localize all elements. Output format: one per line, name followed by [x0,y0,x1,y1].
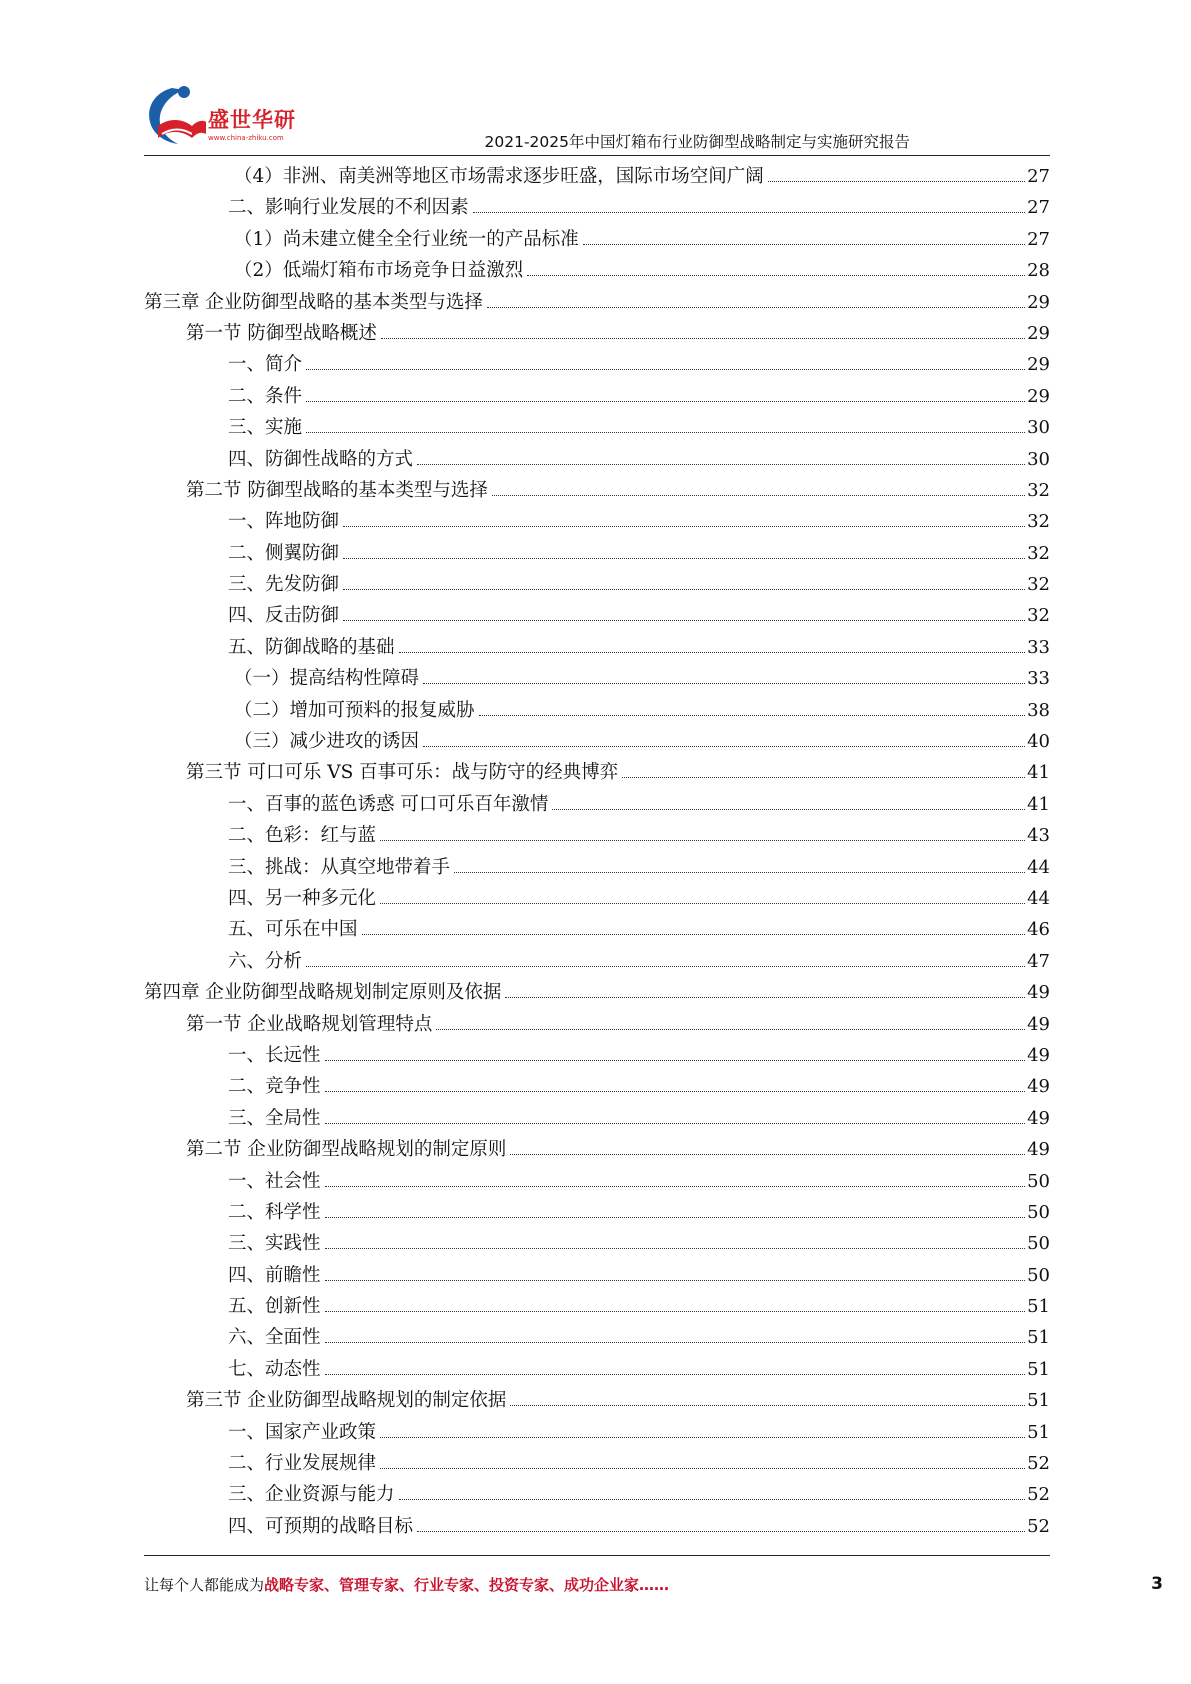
toc-entry-label: 第三章 企业防御型战略的基本类型与选择 [144,291,483,313]
toc-entry[interactable] [144,789,1050,820]
toc-entry-page: 41 [1027,793,1050,815]
toc-dot-leader [306,966,1025,967]
toc-dot-leader [622,777,1025,778]
toc-entry[interactable] [144,757,1050,788]
toc-entry[interactable] [144,1354,1050,1385]
toc-entry-page: 49 [1027,1107,1050,1129]
toc-entry-label: 七、动态性 [228,1358,321,1380]
toc-entry[interactable] [144,695,1050,726]
toc-entry-label: 四、前瞻性 [228,1264,321,1286]
header-divider [144,155,1050,156]
toc-entry-label: 三、先发防御 [228,574,340,596]
toc-dot-leader [505,997,1025,998]
toc-dot-leader [417,1531,1025,1532]
toc-entry-label: 一、简介 [228,354,303,376]
toc-entry-page: 49 [1027,982,1050,1004]
toc-dot-leader [325,1248,1026,1249]
toc-dot-leader [583,244,1025,245]
toc-entry[interactable] [144,1103,1050,1134]
footer-slogan-highlight: 战略专家、管理专家、行业专家、投资专家、成功企业家…… [264,1576,670,1594]
toc-entry-page: 49 [1027,1076,1050,1098]
toc-entry[interactable] [144,224,1050,255]
toc-dot-leader [325,1186,1026,1187]
toc-entry-page: 43 [1027,825,1050,847]
toc-entry-page: 51 [1027,1421,1050,1443]
toc-dot-leader [768,181,1025,182]
toc-entry[interactable] [144,914,1050,945]
toc-entry-label: 第二节 企业防御型战略规划的制定原则 [186,1139,507,1161]
toc-entry-page: 44 [1027,856,1050,878]
toc-dot-leader [399,1499,1026,1500]
toc-entry-label: 二、科学性 [228,1201,321,1223]
toc-dot-leader [417,464,1025,465]
toc-entry-page: 27 [1027,228,1050,250]
toc-entry[interactable] [144,1291,1050,1322]
toc-dot-leader [436,1029,1025,1030]
toc-entry-label: 三、挑战：从真空地带着手 [228,856,451,878]
toc-entry[interactable] [144,852,1050,883]
toc-entry[interactable] [144,1071,1050,1102]
toc-dot-leader [325,1060,1026,1061]
toc-dot-leader [325,1091,1026,1092]
toc-entry[interactable] [144,1166,1050,1197]
toc-dot-leader [527,275,1025,276]
toc-entry-page: 51 [1027,1358,1050,1380]
toc-dot-leader [423,683,1025,684]
toc-entry-page: 32 [1027,574,1050,596]
toc-entry-label: 四、可预期的战略目标 [228,1515,414,1537]
toc-entry-page: 29 [1027,291,1050,313]
toc-dot-leader [325,1342,1026,1343]
toc-entry-page: 50 [1027,1233,1050,1255]
toc-entry-label: 二、行业发展规律 [228,1453,377,1475]
toc-entry-label: 第三节 企业防御型战略规划的制定依据 [186,1390,507,1412]
brand-url: www.china-zhiku.com [208,134,284,142]
toc-entry-label: （1）尚未建立健全全行业统一的产品标准 [234,228,579,250]
toc-entry[interactable] [144,1417,1050,1448]
toc-entry[interactable] [144,1134,1050,1165]
toc-entry[interactable] [144,820,1050,851]
toc-entry-label: （三）减少进攻的诱因 [234,731,420,753]
toc-entry-label: 六、分析 [228,950,303,972]
toc-dot-leader [479,715,1026,716]
toc-entry-page: 32 [1027,511,1050,533]
toc-entry-label: 二、影响行业发展的不利因素 [228,197,469,219]
toc-entry-label: 四、防御性战略的方式 [228,448,414,470]
toc-dot-leader [487,307,1025,308]
toc-dot-leader [380,903,1025,904]
toc-entry[interactable] [144,1322,1050,1353]
toc-entry-label: 二、侧翼防御 [228,542,340,564]
toc-entry[interactable] [144,349,1050,380]
toc-entry-label: （二）增加可预料的报复威胁 [234,699,475,721]
toc-entry-label: 二、色彩：红与蓝 [228,825,377,847]
toc-entry[interactable] [144,412,1050,443]
toc-entry-page: 47 [1027,950,1050,972]
toc-entry[interactable] [144,569,1050,600]
toc-entry[interactable] [144,977,1050,1008]
footer-divider [144,1555,1050,1556]
toc-entry-page: 33 [1027,668,1050,690]
toc-dot-leader [552,809,1025,810]
toc-entry-label: 第三节 可口可乐 VS 百事可乐：战与防守的经典博弈 [186,762,619,784]
toc-entry[interactable] [144,1260,1050,1291]
toc-entry-page: 28 [1027,260,1050,282]
toc-entry-page: 40 [1027,731,1050,753]
toc-entry[interactable] [144,883,1050,914]
toc-entry-page: 29 [1027,385,1050,407]
toc-entry[interactable] [144,475,1050,506]
toc-dot-leader [381,338,1025,339]
toc-entry-label: 第一节 企业战略规划管理特点 [186,1013,433,1035]
toc-entry-label: 第一节 防御型战略概述 [186,322,377,344]
toc-dot-leader [325,1123,1026,1124]
toc-entry-page: 51 [1027,1296,1050,1318]
toc-entry-label: 三、企业资源与能力 [228,1484,395,1506]
toc-entry-page: 41 [1027,762,1050,784]
toc-entry-page: 50 [1027,1201,1050,1223]
toc-entry[interactable] [144,1197,1050,1228]
toc-dot-leader [510,1154,1025,1155]
toc-entry-page: 29 [1027,322,1050,344]
toc-entry[interactable] [144,946,1050,977]
toc-entry-page: 33 [1027,636,1050,658]
toc-dot-leader [380,840,1025,841]
toc-entry-page: 30 [1027,417,1050,439]
toc-entry-page: 52 [1027,1453,1050,1475]
toc-entry-label: 六、全面性 [228,1327,321,1349]
toc-entry-page: 27 [1027,197,1050,219]
toc-entry[interactable] [144,726,1050,757]
toc-entry-label: （4）非洲、南美洲等地区市场需求逐步旺盛，国际市场空间广阔 [234,166,764,187]
toc-dot-leader [399,652,1026,653]
toc-dot-leader [306,369,1025,370]
report-title: 2021-2025年中国灯箱布行业防御型战略制定与实施研究报告 [484,133,910,151]
toc-entry[interactable] [144,1511,1050,1542]
toc-entry[interactable] [144,1448,1050,1479]
toc-entry-label: 五、可乐在中国 [228,919,358,941]
toc-entry-page: 49 [1027,1013,1050,1035]
toc-entry-label: 一、百事的蓝色诱惑 可口可乐百年激情 [228,793,549,815]
toc-entry-label: 第四章 企业防御型战略规划制定原则及依据 [144,982,502,1004]
toc-entry-label: 二、条件 [228,385,303,407]
toc-entry[interactable] [144,1228,1050,1259]
toc-entry-label: 四、反击防御 [228,605,340,627]
toc-entry-label: 一、长远性 [228,1044,321,1066]
toc-entry-page: 51 [1027,1327,1050,1349]
toc-entry-label: 第二节 防御型战略的基本类型与选择 [186,479,488,501]
toc-entry-label: 一、社会性 [228,1170,321,1192]
toc-entry-page: 44 [1027,887,1050,909]
toc-entry[interactable] [144,506,1050,537]
toc-entry-page: 49 [1027,1044,1050,1066]
toc-entry[interactable] [144,255,1050,286]
toc-entry[interactable] [144,600,1050,631]
toc-entry-page: 27 [1027,166,1050,187]
page-number: 3 [1151,1574,1163,1594]
toc-entry-label: 一、阵地防御 [228,511,340,533]
toc-entry-label: 三、实施 [228,417,303,439]
toc-entry-page: 46 [1027,919,1050,941]
toc-dot-leader [325,1374,1026,1375]
toc-entry-label: 一、国家产业政策 [228,1421,377,1443]
toc-entry[interactable] [144,538,1050,569]
toc-dot-leader [423,746,1025,747]
toc-entry-page: 30 [1027,448,1050,470]
toc-entry-label: 五、创新性 [228,1296,321,1318]
toc-dot-leader [362,934,1026,935]
toc-entry[interactable] [144,1009,1050,1040]
toc-entry[interactable] [144,1040,1050,1071]
toc-dot-leader [510,1405,1025,1406]
toc-dot-leader [306,401,1025,402]
toc-entry-label: 二、竞争性 [228,1076,321,1098]
toc-entry-label: 五、防御战略的基础 [228,636,395,658]
toc-entry-page: 50 [1027,1264,1050,1286]
toc-entry-label: 三、实践性 [228,1233,321,1255]
toc-entry[interactable] [144,192,1050,223]
toc-entry-page: 50 [1027,1170,1050,1192]
toc-entry-page: 29 [1027,354,1050,376]
footer-slogan-prefix: 让每个人都能成为 [144,1576,265,1594]
toc-dot-leader [343,526,1025,527]
toc-entry-page: 32 [1027,605,1050,627]
toc-dot-leader [325,1311,1026,1312]
toc-dot-leader [343,558,1025,559]
toc-dot-leader [473,212,1026,213]
table-of-contents [144,161,1050,1542]
toc-entry-page: 51 [1027,1390,1050,1412]
toc-dot-leader [343,589,1025,590]
toc-entry-page: 49 [1027,1139,1050,1161]
toc-entry-label: 三、全局性 [228,1107,321,1129]
brand-name: 盛世华研 [208,108,296,132]
toc-dot-leader [380,1437,1025,1438]
toc-entry-label: （一）提高结构性障碍 [234,668,420,690]
toc-entry-page: 32 [1027,479,1050,501]
toc-entry[interactable] [144,161,1050,192]
toc-dot-leader [492,495,1025,496]
toc-entry[interactable] [144,318,1050,349]
toc-entry[interactable] [144,1385,1050,1416]
toc-dot-leader [454,872,1025,873]
toc-entry-label: （2）低端灯箱布市场竞争日益激烈 [234,260,524,282]
toc-entry-page: 38 [1027,699,1050,721]
page-footer [144,1574,1050,1595]
toc-entry[interactable] [144,663,1050,694]
toc-dot-leader [325,1280,1026,1281]
toc-entry-page: 52 [1027,1484,1050,1506]
toc-dot-leader [325,1217,1026,1218]
toc-entry-label: 四、另一种多元化 [228,887,377,909]
toc-entry[interactable] [144,444,1050,475]
toc-entry[interactable] [144,632,1050,663]
toc-entry[interactable] [144,1479,1050,1510]
toc-dot-leader [306,432,1025,433]
toc-entry[interactable] [144,287,1050,318]
page-header [144,82,1050,158]
toc-dot-leader [380,1468,1025,1469]
toc-dot-leader [343,620,1025,621]
toc-entry-page: 32 [1027,542,1050,564]
toc-entry[interactable] [144,381,1050,412]
toc-entry-page: 52 [1027,1515,1050,1537]
